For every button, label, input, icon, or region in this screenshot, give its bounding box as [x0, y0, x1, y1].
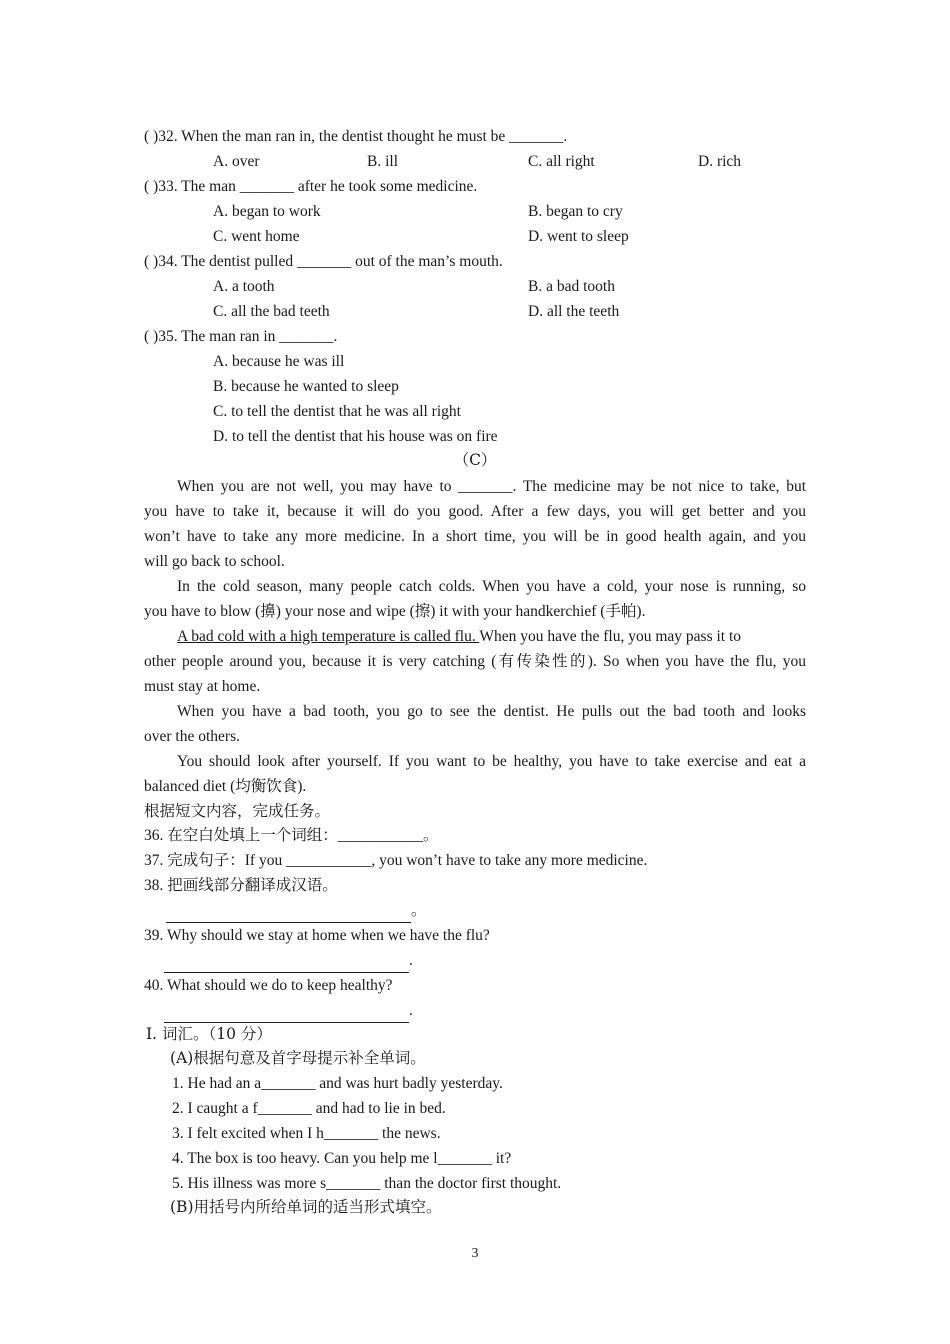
question-40: 40. What should we do to keep healthy? — [144, 977, 393, 994]
page-number: 3 — [471, 1246, 479, 1261]
paragraph-3-line-1 — [177, 624, 806, 649]
paragraph-3-line-3: must stay at home. — [144, 678, 261, 695]
question-33-options-row2 — [0, 224, 950, 249]
vocab-item-1: 1. He had an a_______ and was hurt badly yesterday. — [172, 1075, 503, 1092]
answer-line-38 — [166, 898, 466, 923]
paragraph-1-line-4: will go back to school. — [144, 553, 285, 570]
paragraph-1-line-1: When you are not well, you may have to _______. The medicine may be not nice to take, but — [177, 478, 806, 495]
paragraph-1-line-2: you have to take it, because it will do you good. After a few days, you will get better and you — [144, 503, 806, 520]
option-b: B. ill — [367, 153, 399, 170]
answer-line-39 — [164, 948, 464, 973]
question-34-stem: ( )34. The dentist pulled _______ out of the man’s mouth. — [144, 253, 503, 270]
option-b: B. a bad tooth — [528, 278, 615, 295]
answer-38-end: 。 — [411, 902, 427, 919]
option-d: D. rich — [698, 153, 742, 170]
option-b: B. began to cry — [528, 203, 623, 220]
option-c: C. to tell the dentist that he was all right — [213, 403, 461, 420]
vocab-part-a: (A)根据句意及首字母提示补全单词。 — [170, 1049, 426, 1067]
section-c-heading: （C） — [453, 451, 497, 469]
paragraph-1-line-3: won’t have to take any more medicine. In a short time, you will be in good health again, and you — [144, 528, 806, 545]
paragraph-5-line-2: balanced diet (均衡饮食). — [144, 778, 307, 795]
option-a: A. a tooth — [213, 278, 275, 295]
option-a: A. began to work — [213, 203, 321, 220]
paragraph-3-line-1-rest: When you have the flu, you may pass it to — [479, 628, 742, 645]
question-39: 39. Why should we stay at home when we have the flu? — [144, 927, 490, 944]
option-d: D. to tell the dentist that his house was on fire — [213, 428, 498, 445]
option-c: C. all the bad teeth — [213, 303, 330, 320]
question-33-options-row1 — [0, 199, 950, 224]
vocab-item-4: 4. The box is too heavy. Can you help me l_______ it? — [172, 1150, 512, 1167]
question-34-options-row1 — [0, 274, 950, 299]
vocab-part-b: (B)用括号内所给单词的适当形式填空。 — [170, 1198, 442, 1216]
paragraph-4-line-2: over the others. — [144, 728, 240, 745]
paragraph-4-line-1: When you have a bad tooth, you go to see the dentist. He pulls out the bad tooth and looks — [177, 703, 806, 720]
question-38: 38. 把画线部分翻译成汉语。 — [144, 877, 338, 894]
option-c: C. all right — [528, 153, 595, 170]
question-34-options-row2 — [0, 299, 950, 324]
answer-40-end: . — [409, 1002, 413, 1019]
option-c: C. went home — [213, 228, 300, 245]
vocab-item-5: 5. His illness was more s_______ than the doctor first thought. — [172, 1175, 562, 1192]
answer-39-end: . — [409, 952, 413, 969]
blank-40 — [164, 1004, 409, 1023]
paragraph-2-line-1: In the cold season, many people catch colds. When you have a cold, your nose is running, so — [177, 578, 806, 595]
option-a: A. over — [213, 153, 260, 170]
question-37: 37. 完成句子：If you ___________, you won’t have to take any more medicine. — [144, 852, 648, 869]
paragraph-2-line-2: you have to blow (擤) your nose and wipe (擦) it with your handkerchief (手帕). — [144, 603, 646, 620]
option-b: B. because he wanted to sleep — [213, 378, 399, 395]
vocab-item-2: 2. I caught a f_______ and had to lie in bed. — [172, 1100, 446, 1117]
paragraph-5-line-1: You should look after yourself. If you want to be healthy, you have to take exercise and eat a — [177, 753, 806, 770]
question-35-stem: ( )35. The man ran in _______. — [144, 328, 338, 345]
answer-line-40 — [164, 998, 464, 1023]
vocab-heading: Ⅰ. 词汇。（10 分） — [146, 1025, 272, 1043]
blank-39 — [164, 954, 409, 973]
question-33-stem: ( )33. The man _______ after he took some medicine. — [144, 178, 478, 195]
underlined-sentence: A bad cold with a high temperature is called flu. — [177, 628, 480, 645]
blank-38 — [166, 904, 411, 923]
option-d: D. all the teeth — [528, 303, 620, 320]
option-d: D. went to sleep — [528, 228, 629, 245]
question-32-options — [0, 149, 950, 174]
paragraph-3-line-2: other people around you, because it is very catching (有传染性的). So when you have the flu, you — [144, 653, 806, 670]
task-instruction: 根据短文内容，完成任务。 — [144, 802, 331, 820]
question-36: 36. 在空白处填上一个词组：___________。 — [144, 827, 439, 844]
option-a: A. because he was ill — [213, 353, 345, 370]
vocab-item-3: 3. I felt excited when I h_______ the news. — [172, 1125, 441, 1142]
question-32-stem: ( )32. When the man ran in, the dentist thought he must be _______. — [144, 128, 568, 145]
